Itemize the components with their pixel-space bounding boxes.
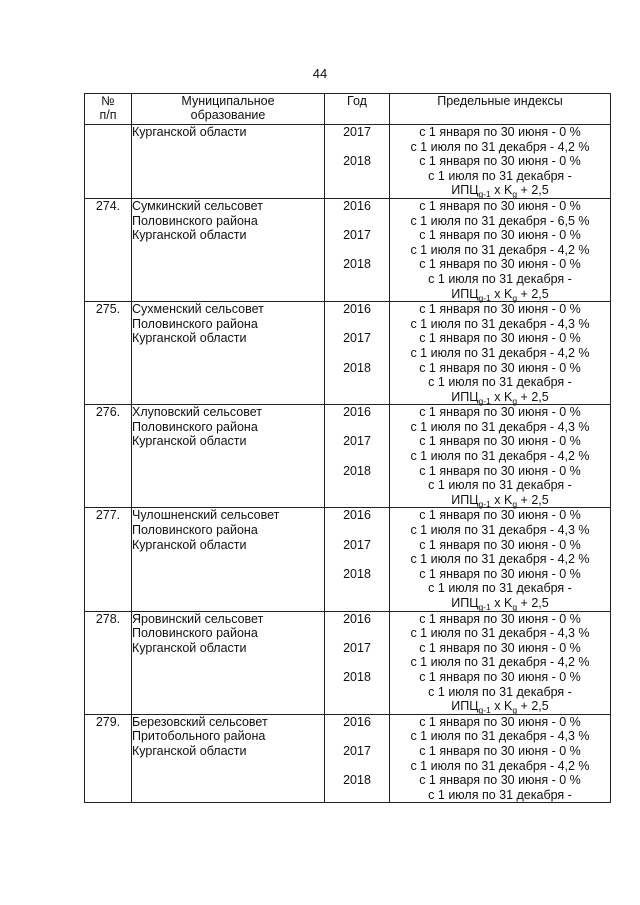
year-line: [325, 699, 389, 714]
indices-cell: [390, 611, 611, 714]
index-line: с 1 января по 30 июня - 0 %: [419, 302, 581, 317]
municipality-line: Березовский сельсовет: [132, 714, 268, 729]
year-line: [325, 581, 389, 596]
year-line: 2018: [343, 773, 371, 788]
municipality-line: Курганской области: [132, 434, 247, 449]
year-line: [325, 788, 389, 803]
header-num-text: № п/п: [99, 94, 117, 122]
index-line: с 1 января по 30 июня - 0 %: [419, 743, 581, 758]
table-row: [85, 125, 611, 199]
formula-mid: x K: [490, 389, 513, 404]
formula-sub1: g-1: [478, 602, 491, 612]
municipality-line: Курганской области: [132, 537, 247, 552]
municipality-cell: [132, 611, 325, 714]
index-line: с 1 января по 30 июня - 0 %: [419, 537, 581, 552]
year-line: 2017: [343, 125, 371, 139]
year-line: [325, 272, 389, 287]
year-line: 2018: [343, 154, 371, 169]
indices-cell: [390, 125, 611, 199]
index-line: с 1 июля по 31 декабря -: [428, 787, 572, 802]
index-line: с 1 июля по 31 декабря - 4,2 %: [410, 655, 590, 670]
formula-suffix: + 2,5: [517, 596, 549, 610]
formula-prefix: ИПЦ: [451, 492, 479, 507]
index-line: с 1 января по 30 июня - 0 %: [419, 405, 581, 420]
year-line: 2018: [343, 463, 371, 478]
municipality-line: Половинского района: [132, 523, 258, 538]
formula-sub2: g: [512, 498, 518, 509]
year-line: [325, 420, 389, 435]
municipality-line: Сумкинский сельсовет: [132, 198, 263, 213]
formula-prefix: ИПЦ: [451, 183, 479, 198]
header-indices-text: Предельные индексы: [437, 94, 563, 108]
table-body: [85, 125, 611, 803]
year-cell: [325, 302, 390, 405]
year-line: 2017: [343, 537, 371, 552]
year-line: [325, 552, 389, 567]
index-line: с 1 июля по 31 декабря - 4,2 %: [410, 345, 590, 360]
year-line: [325, 759, 389, 774]
year-line: 2016: [343, 508, 371, 523]
page-number: 44: [312, 66, 328, 81]
year-line: [325, 183, 389, 198]
index-line: с 1 января по 30 июня - 0 %: [419, 125, 581, 139]
municipality-line: Хлуповский сельсовет: [132, 405, 262, 420]
formula-line: [390, 596, 610, 611]
year-line: 2016: [343, 611, 371, 626]
year-line: [325, 655, 389, 670]
row-number: 275.: [85, 302, 132, 405]
municipality-cell: [132, 125, 325, 199]
municipality-cell: [132, 508, 325, 611]
index-line: с 1 июля по 31 декабря - 4,3 %: [410, 729, 590, 744]
header-year: [325, 94, 390, 125]
tariff-index-table: [84, 93, 611, 803]
formula-sub2: g: [512, 189, 518, 200]
year-line: [325, 478, 389, 493]
index-line: с 1 июля по 31 декабря - 4,2 %: [410, 552, 590, 567]
year-line: 2016: [343, 198, 371, 213]
municipality-line: Курганской области: [132, 743, 247, 758]
header-year-text: Год: [347, 94, 367, 108]
index-line: с 1 июля по 31 декабря - 4,3 %: [410, 419, 590, 434]
formula-line: [390, 493, 610, 508]
index-line: с 1 июля по 31 декабря - 4,2 %: [410, 758, 590, 773]
formula-sub1: g-1: [478, 395, 491, 406]
formula-mid: x K: [490, 492, 513, 507]
indices-cell: [390, 302, 611, 405]
header-municipality: [132, 94, 325, 125]
formula-prefix: ИПЦ: [451, 286, 479, 301]
formula-sub2: g: [512, 292, 518, 303]
formula-line: [390, 287, 610, 302]
index-line: с 1 января по 30 июня - 0 %: [419, 669, 581, 684]
table-row: [85, 198, 611, 301]
year-line: [325, 287, 389, 302]
index-line: с 1 июля по 31 декабря -: [428, 684, 572, 699]
year-line: 2017: [343, 743, 371, 758]
formula-sub2: g: [512, 395, 518, 406]
index-line: с 1 января по 30 июня - 0 %: [419, 508, 581, 523]
table-row: [85, 302, 611, 405]
year-line: [325, 729, 389, 744]
formula-suffix: + 2,5: [517, 492, 549, 507]
municipality-line: Половинского района: [132, 626, 258, 641]
index-line: с 1 января по 30 июня - 0 %: [419, 154, 581, 169]
formula-mid: x K: [490, 596, 513, 610]
table-row: [85, 611, 611, 714]
municipality-line: Сухменский сельсовет: [132, 302, 264, 317]
index-line: с 1 января по 30 июня - 0 %: [419, 640, 581, 655]
row-number: 277.: [85, 508, 132, 611]
year-line: [325, 317, 389, 332]
year-cell: [325, 714, 390, 803]
municipality-line: Курганской области: [132, 228, 247, 243]
index-line: с 1 июля по 31 декабря - 4,2 %: [410, 139, 590, 154]
index-line: с 1 января по 30 июня - 0 %: [419, 434, 581, 449]
municipality-cell: [132, 405, 325, 508]
index-line: с 1 января по 30 июня - 0 %: [419, 360, 581, 375]
year-line: [325, 685, 389, 700]
year-line: [325, 243, 389, 258]
year-line: 2017: [343, 331, 371, 346]
formula-sub1: g-1: [478, 498, 491, 509]
formula-suffix: + 2,5: [517, 183, 549, 198]
municipality-cell: [132, 714, 325, 803]
index-line: с 1 июля по 31 декабря -: [428, 375, 572, 390]
formula-sub1: g-1: [478, 292, 491, 303]
header-num: [85, 94, 132, 125]
formula-sub2: g: [512, 602, 518, 612]
year-line: 2018: [343, 669, 371, 684]
municipality-line: Яровинский сельсовет: [132, 611, 264, 626]
year-line: [325, 140, 389, 155]
formula-line: [390, 699, 610, 714]
year-line: 2018: [343, 566, 371, 581]
table-row: [85, 714, 611, 803]
year-line: 2018: [343, 360, 371, 375]
year-cell: [325, 508, 390, 611]
formula-suffix: + 2,5: [517, 699, 549, 714]
formula-mid: x K: [490, 699, 513, 714]
row-number: 278.: [85, 611, 132, 714]
year-line: 2017: [343, 228, 371, 243]
index-line: с 1 января по 30 июня - 0 %: [419, 611, 581, 626]
indices-cell: [390, 714, 611, 803]
index-line: с 1 января по 30 июня - 0 %: [419, 198, 581, 213]
row-number: 274.: [85, 198, 132, 301]
municipality-line: Притобольного района: [132, 729, 266, 744]
header-municipality-text: Муниципальное образование: [181, 94, 275, 122]
year-line: [325, 523, 389, 538]
municipality-line: Курганской области: [132, 640, 247, 655]
year-line: [325, 346, 389, 361]
formula-mid: x K: [490, 183, 513, 198]
year-line: [325, 169, 389, 184]
indices-cell: [390, 405, 611, 508]
index-line: с 1 января по 30 июня - 0 %: [419, 773, 581, 788]
formula-prefix: ИПЦ: [451, 389, 479, 404]
index-line: с 1 января по 30 июня - 0 %: [419, 228, 581, 243]
table-row: [85, 508, 611, 611]
formula-sub1: g-1: [478, 705, 491, 716]
index-line: с 1 января по 30 июня - 0 %: [419, 714, 581, 729]
formula-line: [390, 390, 610, 405]
year-line: 2017: [343, 640, 371, 655]
year-line: 2018: [343, 257, 371, 272]
year-line: 2016: [343, 302, 371, 317]
municipality-line: Чулошненский сельсовет: [132, 508, 280, 523]
index-line: с 1 июля по 31 декабря - 4,3 %: [410, 316, 590, 331]
year-cell: [325, 611, 390, 714]
municipality-line: Половинского района: [132, 213, 258, 228]
year-line: [325, 375, 389, 390]
index-line: с 1 июля по 31 декабря - 4,3 %: [410, 626, 590, 641]
row-number: [85, 125, 132, 199]
index-line: с 1 июля по 31 декабря -: [428, 271, 572, 286]
table-header-row: [85, 94, 611, 125]
formula-prefix: ИПЦ: [451, 596, 479, 610]
row-number: 276.: [85, 405, 132, 508]
index-line: с 1 июля по 31 декабря - 4,2 %: [410, 449, 590, 464]
formula-prefix: ИПЦ: [451, 699, 479, 714]
formula-suffix: + 2,5: [517, 389, 549, 404]
year-cell: [325, 405, 390, 508]
year-line: [325, 214, 389, 229]
index-line: с 1 января по 30 июня - 0 %: [419, 257, 581, 272]
municipality-line: Курганской области: [132, 125, 247, 139]
year-line: [325, 493, 389, 508]
formula-line: [390, 183, 610, 198]
municipality-cell: [132, 198, 325, 301]
index-line: с 1 января по 30 июня - 0 %: [419, 566, 581, 581]
formula-suffix: + 2,5: [517, 286, 549, 301]
index-line: с 1 января по 30 июня - 0 %: [419, 463, 581, 478]
municipality-line: Курганской области: [132, 331, 247, 346]
year-cell: [325, 125, 390, 199]
year-line: 2016: [343, 405, 371, 420]
table-row: [85, 405, 611, 508]
index-line: с 1 июля по 31 декабря -: [428, 478, 572, 493]
index-line: с 1 июля по 31 декабря - 4,3 %: [410, 523, 590, 538]
indices-cell: [390, 508, 611, 611]
index-line: с 1 июля по 31 декабря -: [428, 581, 572, 596]
year-line: [325, 596, 389, 611]
formula-sub2: g: [512, 705, 518, 716]
index-line: с 1 июля по 31 декабря - 6,5 %: [410, 213, 590, 228]
formula-mid: x K: [490, 286, 513, 301]
indices-cell: [390, 198, 611, 301]
header-indices: [390, 94, 611, 125]
municipality-line: Половинского района: [132, 419, 258, 434]
index-line: с 1 января по 30 июня - 0 %: [419, 331, 581, 346]
municipality-line: Половинского района: [132, 316, 258, 331]
year-line: 2016: [343, 714, 371, 729]
index-line: с 1 июля по 31 декабря -: [428, 168, 572, 183]
year-line: 2017: [343, 434, 371, 449]
index-line: с 1 июля по 31 декабря - 4,2 %: [410, 242, 590, 257]
year-line: [325, 449, 389, 464]
year-cell: [325, 198, 390, 301]
year-line: [325, 390, 389, 405]
row-number: 279.: [85, 714, 132, 803]
year-line: [325, 626, 389, 641]
formula-sub1: g-1: [478, 189, 491, 200]
municipality-cell: [132, 302, 325, 405]
